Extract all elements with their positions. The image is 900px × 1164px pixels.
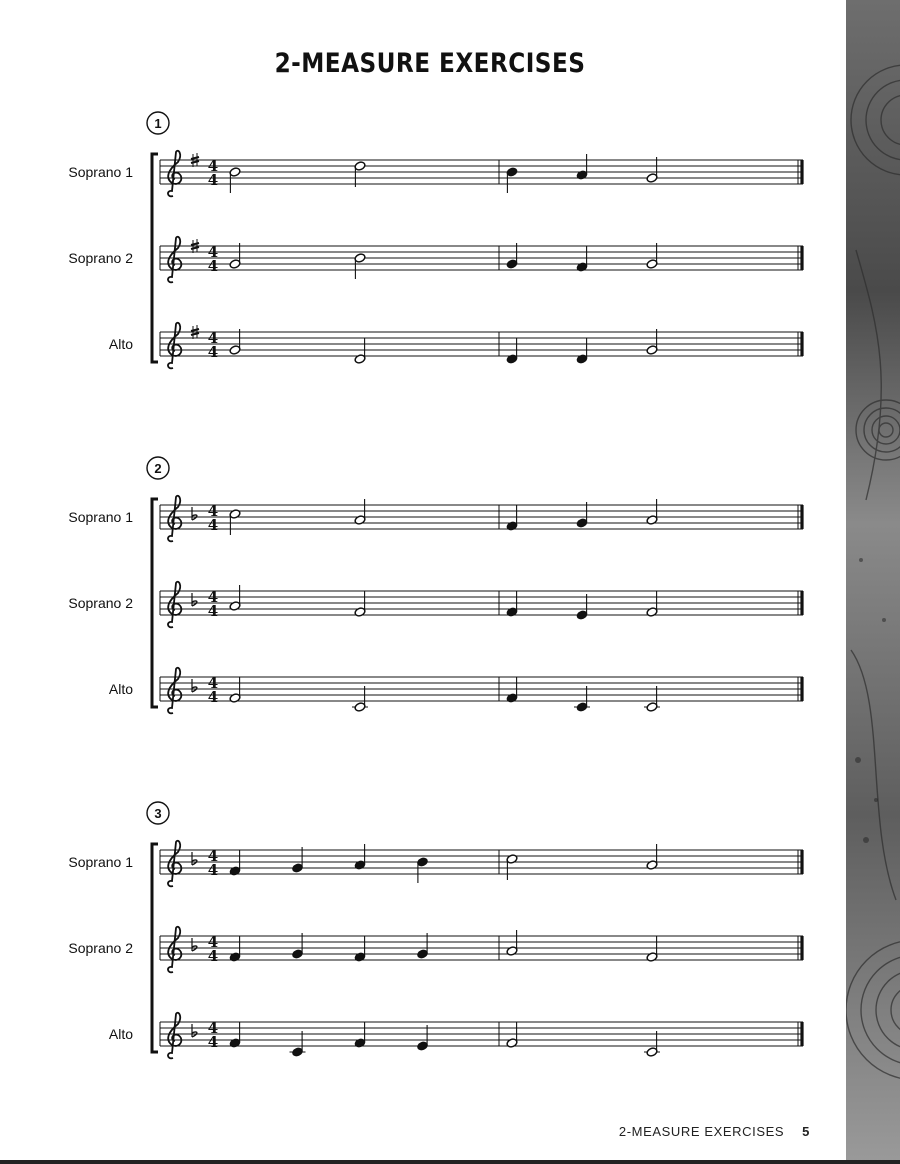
time-signature-top: 4	[207, 243, 219, 261]
time-signature-bottom: 4	[207, 1033, 219, 1051]
half-note	[229, 167, 241, 193]
time-signature-bottom: 4	[207, 343, 219, 361]
half-note	[646, 844, 658, 870]
half-note	[646, 157, 658, 183]
half-note	[646, 936, 658, 962]
time-signature-bottom: 4	[207, 171, 219, 189]
staff	[68, 496, 803, 542]
quarter-note	[354, 1022, 366, 1048]
half-note	[646, 499, 658, 525]
half-note	[354, 499, 366, 525]
half-note	[646, 243, 658, 269]
staff	[68, 151, 803, 197]
staff-label: Soprano 2	[68, 940, 133, 956]
time-signature-bottom: 4	[207, 516, 219, 534]
quarter-note	[506, 505, 518, 531]
staff-label: Soprano 2	[68, 250, 133, 266]
page-title: 2-MEASURE EXERCISES	[274, 48, 586, 79]
staff-label: Alto	[108, 336, 133, 352]
side-strip-art	[846, 0, 900, 1164]
treble-clef-icon	[168, 496, 181, 542]
treble-clef-icon	[168, 323, 181, 369]
staff-label: Soprano 2	[68, 595, 133, 611]
treble-clef-icon	[168, 841, 181, 887]
footer-title: 2-MEASURE EXERCISES	[618, 1124, 785, 1139]
half-note	[646, 329, 658, 355]
staff	[68, 237, 803, 283]
quarter-note	[354, 936, 366, 962]
half-note	[229, 329, 241, 355]
quarter-note	[576, 594, 588, 620]
quarter-note	[576, 502, 588, 528]
half-note	[229, 585, 241, 611]
staff-label: Soprano 1	[68, 854, 133, 870]
staff-label: Alto	[108, 1026, 133, 1042]
quarter-note	[417, 933, 429, 959]
quarter-note	[229, 850, 241, 876]
exercise-number: 2	[154, 461, 162, 476]
half-note	[354, 161, 366, 187]
key-signature-flat-icon	[192, 1024, 197, 1037]
quarter-note	[417, 1025, 429, 1051]
system-bracket	[152, 154, 158, 362]
half-note	[646, 591, 658, 617]
staff	[68, 582, 803, 628]
half-note	[644, 686, 660, 712]
decorative-side-strip	[846, 0, 900, 1164]
key-signature-flat-icon	[192, 593, 197, 606]
half-note	[644, 1031, 660, 1057]
key-signature-flat-icon	[192, 852, 197, 865]
time-signature-top: 4	[207, 157, 219, 175]
time-signature-top: 4	[207, 588, 219, 606]
half-note	[229, 243, 241, 269]
staff-label: Soprano 1	[68, 164, 133, 180]
quarter-note	[417, 857, 429, 883]
exercise-system	[68, 802, 803, 1058]
exercise-number: 3	[154, 806, 162, 821]
system-bracket	[152, 499, 158, 707]
time-signature-bottom: 4	[207, 861, 219, 879]
treble-clef-icon	[168, 582, 181, 628]
treble-clef-icon	[168, 927, 181, 973]
time-signature-top: 4	[207, 329, 219, 347]
quarter-note	[292, 847, 304, 873]
staff	[109, 1013, 803, 1059]
quarter-note	[576, 338, 588, 364]
time-signature-bottom: 4	[207, 602, 219, 620]
staff-label: Alto	[108, 681, 133, 697]
time-signature-bottom: 4	[207, 688, 219, 706]
half-note	[506, 854, 518, 880]
half-note	[354, 253, 366, 279]
staff-label: Soprano 1	[68, 509, 133, 525]
quarter-note	[506, 677, 518, 703]
exercise-system	[68, 457, 803, 713]
treble-clef-icon	[168, 1013, 181, 1059]
page-footer	[560, 1124, 810, 1139]
quarter-note	[229, 936, 241, 962]
quarter-note	[576, 154, 588, 180]
staff	[68, 927, 803, 973]
half-note	[352, 686, 368, 712]
quarter-note	[290, 1031, 306, 1057]
half-note	[229, 509, 241, 535]
quarter-note	[354, 844, 366, 870]
exercise-system	[68, 112, 803, 368]
half-note	[354, 591, 366, 617]
time-signature-bottom: 4	[207, 947, 219, 965]
exercise-number: 1	[154, 116, 162, 131]
treble-clef-icon	[168, 151, 181, 197]
time-signature-top: 4	[207, 933, 219, 951]
time-signature-top: 4	[207, 502, 219, 520]
time-signature-bottom: 4	[207, 257, 219, 275]
key-signature-flat-icon	[192, 938, 197, 951]
time-signature-top: 4	[207, 847, 219, 865]
staff	[109, 323, 803, 369]
key-signature-flat-icon	[192, 679, 197, 692]
staff	[68, 841, 803, 887]
quarter-note	[229, 1022, 241, 1048]
half-note	[229, 677, 241, 703]
time-signature-top: 4	[207, 1019, 219, 1037]
bottom-rule	[0, 1160, 900, 1164]
half-note	[506, 930, 518, 956]
key-signature-flat-icon	[192, 507, 197, 520]
quarter-note	[574, 686, 590, 712]
treble-clef-icon	[168, 668, 181, 714]
quarter-note	[506, 591, 518, 617]
half-note	[354, 338, 366, 364]
quarter-note	[576, 246, 588, 272]
quarter-note	[292, 933, 304, 959]
page-number: 5	[802, 1124, 810, 1139]
time-signature-top: 4	[207, 674, 219, 692]
quarter-note	[506, 243, 518, 269]
quarter-note	[506, 167, 518, 193]
system-bracket	[152, 844, 158, 1052]
staff	[109, 668, 803, 714]
treble-clef-icon	[168, 237, 181, 283]
half-note	[506, 1022, 518, 1048]
quarter-note	[506, 338, 518, 364]
